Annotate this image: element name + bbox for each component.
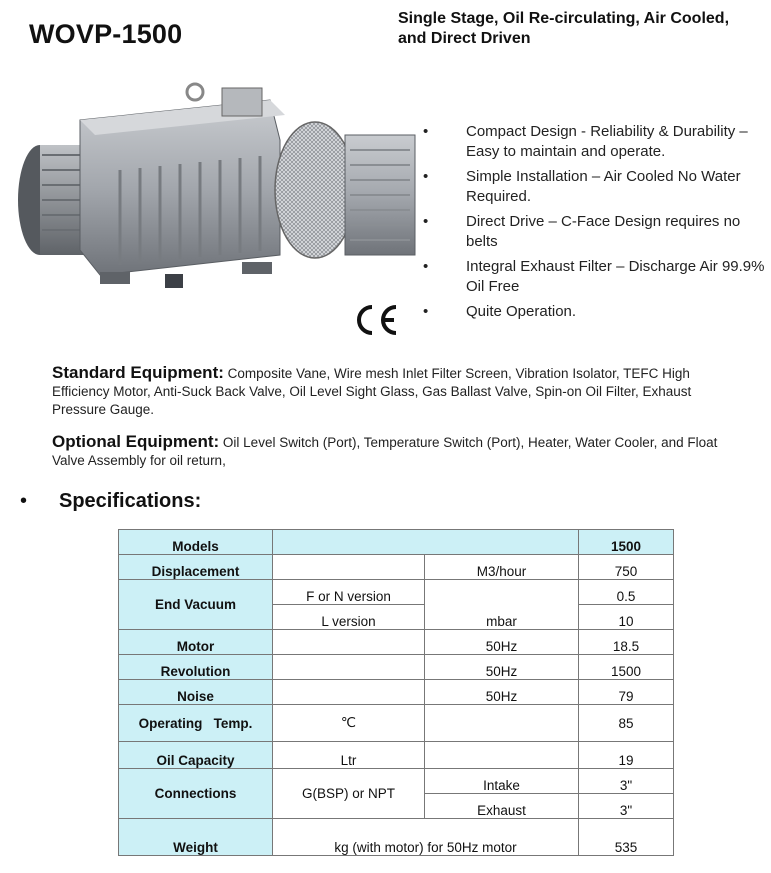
standard-equipment-label: Standard Equipment: bbox=[52, 363, 224, 382]
table-row bbox=[119, 769, 674, 794]
specifications-table bbox=[118, 529, 674, 856]
table-row bbox=[119, 580, 674, 605]
weight-label: Weight bbox=[119, 819, 273, 856]
optional-equipment bbox=[52, 433, 742, 470]
models-label: Models bbox=[119, 530, 273, 555]
table-row bbox=[119, 819, 674, 856]
noise-label: Noise bbox=[119, 680, 273, 705]
connections-thread: G(BSP) or NPT bbox=[273, 769, 425, 819]
empty-cell bbox=[425, 705, 579, 742]
feature-list bbox=[423, 122, 768, 327]
header-fill bbox=[273, 530, 579, 555]
vacuum-pump-image bbox=[10, 80, 418, 300]
optional-equipment-text: Oil Level Switch (Port), Temperature Switch (Port), Heater, Water Cooler, and Float Valve Assembly for oil return, bbox=[52, 435, 718, 468]
exhaust-label: Exhaust bbox=[425, 794, 579, 819]
revolution-value: 1500 bbox=[579, 655, 674, 680]
end-vacuum-label: End Vacuum bbox=[119, 580, 273, 630]
empty-cell bbox=[273, 555, 425, 580]
l-value: 10 bbox=[579, 605, 674, 630]
weight-unit: kg (with motor) for 50Hz motor bbox=[273, 819, 579, 856]
feature-item: • Simple Installation – Air Cooled No Water Required. bbox=[423, 168, 741, 205]
intake-label: Intake bbox=[425, 769, 579, 794]
feature-item: • Quite Operation. bbox=[423, 303, 577, 320]
table-row bbox=[119, 742, 674, 769]
f-n-version: F or N version bbox=[273, 580, 425, 605]
standard-equipment-text: Composite Vane, Wire mesh Inlet Filter Screen, Vibration Isolator, TEFC High Efficiency Motor, Anti-Suck Back Valve, Oil Level Sight Glass, Gas Ballast Valve, Spin-on Oil Filter, Exhaust Pressure Gauge. bbox=[52, 366, 692, 417]
table-row bbox=[119, 705, 674, 742]
oil-capacity-value: 19 bbox=[579, 742, 674, 769]
l-version: L version bbox=[273, 605, 425, 630]
feature-item: • Direct Drive – C-Face Design requires no belts bbox=[423, 213, 741, 250]
table-row bbox=[119, 655, 674, 680]
operating-temp-value: 85 bbox=[579, 705, 674, 742]
table-row bbox=[119, 530, 674, 555]
empty-cell bbox=[273, 655, 425, 680]
model-number: 1500 bbox=[579, 530, 674, 555]
displacement-value: 750 bbox=[579, 555, 674, 580]
displacement-label: Displacement bbox=[119, 555, 273, 580]
oil-capacity-label: Oil Capacity bbox=[119, 742, 273, 769]
feature-item: • Integral Exhaust Filter – Discharge Air 99.9% Oil Free bbox=[423, 258, 765, 295]
intake-value: 3" bbox=[579, 769, 674, 794]
table-row bbox=[119, 680, 674, 705]
motor-label: Motor bbox=[119, 630, 273, 655]
product-subtitle: Single Stage, Oil Re-circulating, Air Cooled, and Direct Driven bbox=[398, 10, 730, 47]
oil-capacity-unit: Ltr bbox=[273, 742, 425, 769]
operating-temp-unit: ℃ bbox=[273, 705, 425, 742]
table-row bbox=[119, 630, 674, 655]
noise-value: 79 bbox=[579, 680, 674, 705]
ce-mark-icon bbox=[352, 302, 400, 338]
standard-equipment bbox=[52, 364, 742, 419]
displacement-unit: M3/hour bbox=[425, 555, 579, 580]
connections-label: Connections bbox=[119, 769, 273, 819]
optional-equipment-label: Optional Equipment: bbox=[52, 432, 220, 451]
feature-item: • Compact Design - Reliability & Durability – Easy to maintain and operate. bbox=[423, 123, 748, 160]
empty-cell bbox=[425, 742, 579, 769]
motor-unit: 50Hz bbox=[425, 630, 579, 655]
end-vacuum-unit: mbar bbox=[425, 580, 579, 630]
exhaust-value: 3" bbox=[579, 794, 674, 819]
weight-value: 535 bbox=[579, 819, 674, 856]
table-row bbox=[119, 555, 674, 580]
empty-cell bbox=[273, 630, 425, 655]
motor-value: 18.5 bbox=[579, 630, 674, 655]
specifications-heading: • Specifications: bbox=[20, 490, 202, 512]
model-title: WOVP-1500 bbox=[29, 19, 183, 49]
revolution-unit: 50Hz bbox=[425, 655, 579, 680]
noise-unit: 50Hz bbox=[425, 680, 579, 705]
operating-temp-label: Operating Temp. bbox=[119, 705, 273, 742]
revolution-label: Revolution bbox=[119, 655, 273, 680]
f-n-value: 0.5 bbox=[579, 580, 674, 605]
empty-cell bbox=[273, 680, 425, 705]
